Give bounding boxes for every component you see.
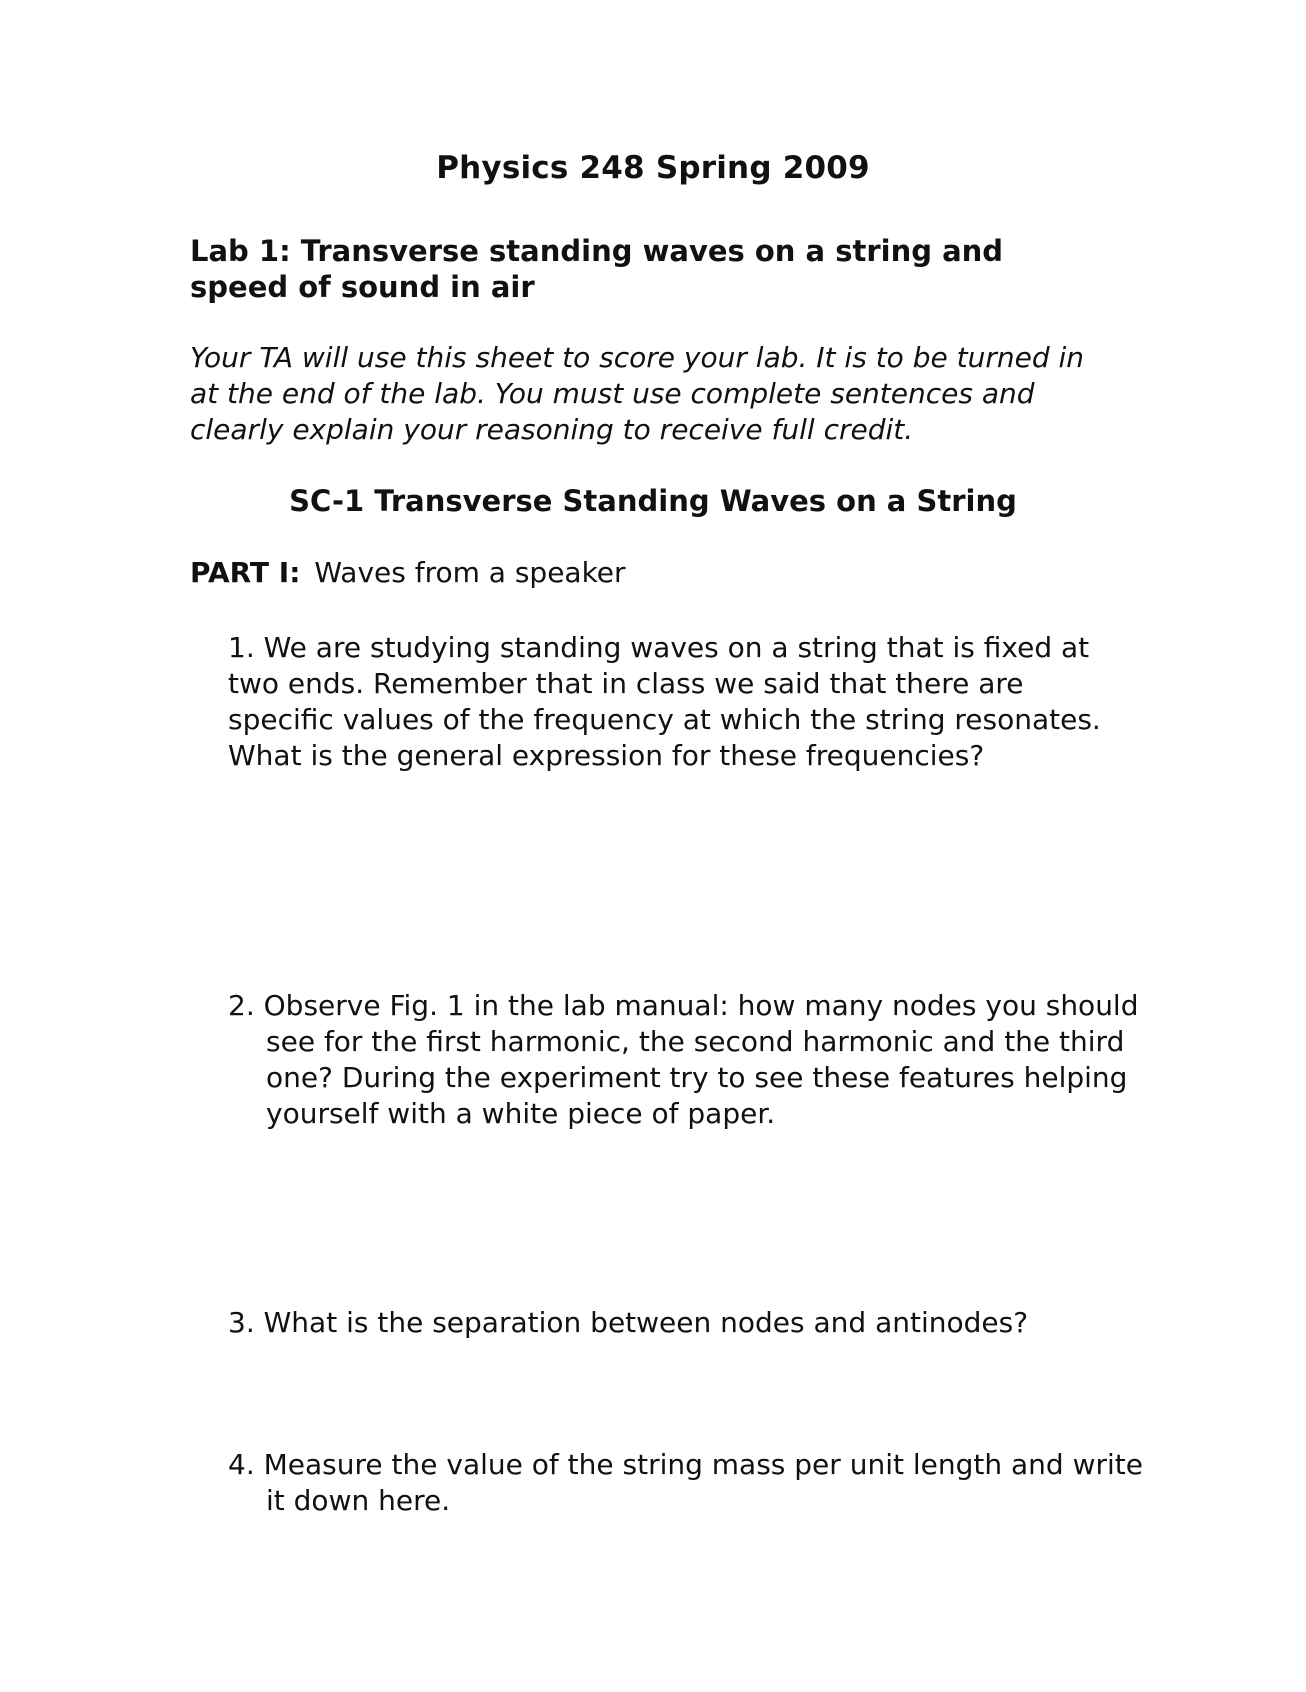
instructions-text: Your TA will use this sheet to score your lab. It is to be turned in at the end of the lab. You must use complete sentences and clearly explain your reasoning to receive full credit. bbox=[190, 341, 1085, 446]
section-title: SC-1 Transverse Standing Waves on a String bbox=[289, 484, 1017, 518]
question-text: What is the separation between nodes and antinodes? bbox=[263, 1306, 1029, 1339]
question-number: 1. bbox=[228, 631, 255, 664]
question-4 bbox=[228, 1447, 1146, 1519]
part-title: Waves from a speaker bbox=[314, 556, 626, 589]
question-text: Measure the value of the string mass per unit length and write it down here. bbox=[263, 1448, 1143, 1517]
course-title: Physics 248 Spring 2009 bbox=[436, 150, 870, 186]
question-number: 2. bbox=[228, 989, 255, 1022]
question-number: 3. bbox=[228, 1306, 255, 1339]
question-3 bbox=[228, 1305, 1146, 1341]
question-text: We are studying standing waves on a string that is fixed at two ends. Remember that in class we said that there are specific values of the frequency at which the string resonates. What is the general expression for these frequencies? bbox=[228, 631, 1101, 772]
part-heading bbox=[190, 556, 1090, 589]
lab-title: Lab 1: Transverse standing waves on a string and speed of sound in air bbox=[190, 234, 1004, 304]
question-text: Observe Fig. 1 in the lab manual: how many nodes you should see for the first harmonic, the second harmonic and the third one? During the experiment try to see these features helping yourself with a white piece of paper. bbox=[263, 989, 1139, 1130]
question-2 bbox=[228, 988, 1146, 1132]
question-1 bbox=[228, 630, 1108, 774]
question-number: 4. bbox=[228, 1448, 255, 1481]
part-label: PART I: bbox=[190, 556, 301, 589]
